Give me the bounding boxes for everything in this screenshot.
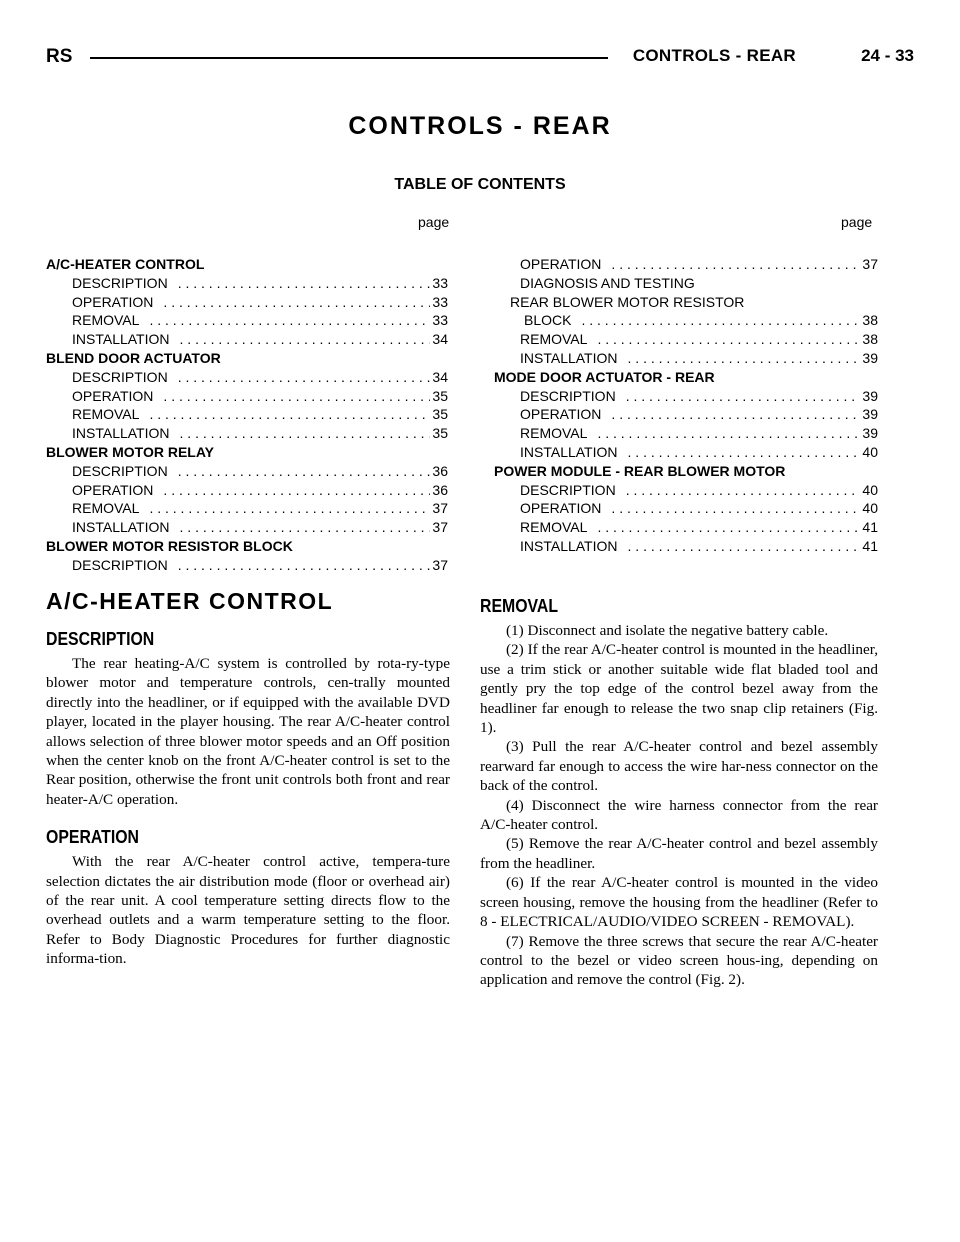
toc-leader-dots <box>587 424 860 443</box>
toc-entry-label: OPERATION <box>520 406 602 423</box>
removal-step: (5) Remove the rear A/C-heater control and bezel assembly from the headliner. <box>480 835 878 872</box>
section-code: RS <box>46 46 73 67</box>
toc-entry[interactable] <box>46 274 448 293</box>
toc-entry-page: 33 <box>432 312 448 329</box>
toc-right-column <box>494 255 878 556</box>
toc-leader-dots <box>601 255 860 274</box>
operation-heading: OPERATION <box>46 827 139 848</box>
toc-leader-dots <box>618 443 861 462</box>
removal-step: (2) If the rear A/C-heater control is mounted in the headliner, use a trim stick or another suitable wide flat bladed tool and gently pry the top edge of the control bezel away from the headliner far enough to release the two snap clip retainers (Fig. 1). <box>480 641 878 737</box>
toc-leader-dots <box>601 499 860 518</box>
toc-entry-label: OPERATION <box>72 481 154 498</box>
body-right-column <box>480 588 878 990</box>
toc-entry[interactable] <box>46 481 448 500</box>
toc-entry-label: DESCRIPTION <box>520 387 616 404</box>
toc-leader-dots <box>616 387 861 406</box>
toc-entry-page: 40 <box>862 481 878 498</box>
toc-entry-label: OPERATION <box>72 293 154 310</box>
toc-entry-label: DESCRIPTION <box>72 274 168 291</box>
toc-entry-page: 39 <box>862 349 878 366</box>
toc-entry-label: DESCRIPTION <box>72 556 168 573</box>
toc-entry-page: 38 <box>862 331 878 348</box>
removal-step: (4) Disconnect the wire harness connector from the rear A/C-heater control. <box>480 796 878 834</box>
toc-entry[interactable] <box>46 462 448 481</box>
toc-entry-label: POWER MODULE - REAR BLOWER MOTOR <box>494 462 786 479</box>
toc-entry[interactable] <box>494 443 878 462</box>
toc-leader-dots <box>168 556 431 575</box>
page-header <box>46 46 914 68</box>
toc-entry[interactable] <box>46 330 448 349</box>
toc-entry-label: INSTALLATION <box>72 331 170 348</box>
toc-entry-label: INSTALLATION <box>520 443 618 460</box>
toc-entry[interactable] <box>46 387 448 406</box>
toc-entry[interactable] <box>46 255 448 274</box>
toc-entry[interactable] <box>46 368 448 387</box>
body-left-column <box>46 588 450 969</box>
toc-entry-page: 35 <box>432 425 448 442</box>
removal-heading: REMOVAL <box>480 596 559 616</box>
toc-entry[interactable] <box>494 255 878 274</box>
toc-title: TABLE OF CONTENTS <box>394 176 566 193</box>
toc-entry-page: 38 <box>862 312 878 329</box>
toc-entry-page: 35 <box>432 387 448 404</box>
toc-entry-label: DESCRIPTION <box>72 462 168 479</box>
toc-leader-dots <box>139 499 430 518</box>
removal-step: (6) If the rear A/C-heater control is mounted in the video screen housing, remove the housing from the headliner (Refer to 8 - ELECTRICAL/AUDIO/VIDEO SCREEN - REMOVAL). <box>480 874 878 931</box>
toc-leader-dots <box>587 330 860 349</box>
toc-entry[interactable] <box>494 274 878 293</box>
toc-leader-dots <box>168 368 431 387</box>
toc-entry-page: 39 <box>862 425 878 442</box>
toc-entry[interactable] <box>494 387 878 406</box>
toc-entry-label: REMOVAL <box>520 425 588 442</box>
toc-entry-page: 41 <box>862 519 878 536</box>
toc-entry-label: REMOVAL <box>72 500 140 517</box>
toc-entry[interactable] <box>494 481 878 500</box>
toc-entry-label: BLOCK <box>524 312 572 329</box>
toc-page-label-right: page <box>841 214 873 230</box>
toc-leader-dots <box>168 462 431 481</box>
toc-entry[interactable] <box>46 349 448 368</box>
toc-entry-page: 41 <box>862 537 878 554</box>
toc-leader-dots <box>618 349 861 368</box>
toc-page-label-left: page <box>418 214 450 230</box>
toc-entry-label: A/C-HEATER CONTROL <box>46 256 205 272</box>
toc-leader-dots <box>571 311 860 330</box>
toc-entry-page: 37 <box>862 256 878 272</box>
toc-entry-page: 35 <box>432 406 448 423</box>
toc-entry-label: REAR BLOWER MOTOR RESISTOR <box>510 293 745 310</box>
toc-entry[interactable] <box>46 293 448 312</box>
toc-entry-page: 36 <box>432 462 448 479</box>
toc-entry[interactable] <box>494 424 878 443</box>
toc-entry-page: 33 <box>432 293 448 310</box>
toc-leader-dots <box>168 274 431 293</box>
toc-entry[interactable] <box>46 405 448 424</box>
toc-entry-label: DESCRIPTION <box>72 368 168 385</box>
toc-leader-dots <box>139 311 430 330</box>
toc-entry[interactable] <box>494 330 878 349</box>
toc-leader-dots <box>616 481 861 500</box>
toc-entry-page: 34 <box>432 368 448 385</box>
toc-entry[interactable] <box>46 518 448 537</box>
toc-entry[interactable] <box>494 293 878 312</box>
header-rule <box>90 57 608 59</box>
toc-entry-label: BLEND DOOR ACTUATOR <box>46 349 221 366</box>
removal-steps <box>480 621 878 990</box>
toc-entry-label: DESCRIPTION <box>520 481 616 498</box>
toc-entry-label: INSTALLATION <box>520 349 618 366</box>
toc-entry-label: OPERATION <box>72 387 154 404</box>
toc-entry[interactable] <box>46 424 448 443</box>
toc-leader-dots <box>601 405 860 424</box>
toc-entry-label: REMOVAL <box>520 519 588 536</box>
toc-entry-label: REMOVAL <box>72 312 140 329</box>
toc-entry[interactable] <box>494 518 878 537</box>
toc-leader-dots <box>618 537 861 556</box>
toc-left-column <box>46 255 448 575</box>
description-heading: DESCRIPTION <box>46 629 155 649</box>
toc-entry-label: INSTALLATION <box>520 537 618 554</box>
toc-entry-page: 39 <box>862 387 878 404</box>
toc-entry-page: 39 <box>862 406 878 423</box>
toc-leader-dots <box>139 405 430 424</box>
toc-entry[interactable] <box>46 499 448 518</box>
toc-entry[interactable] <box>494 537 878 556</box>
toc-entry-label: OPERATION <box>520 256 602 272</box>
toc-entry-label: BLOWER MOTOR RESISTOR BLOCK <box>46 537 293 554</box>
header-section-title: CONTROLS - REAR <box>632 46 796 65</box>
toc-entry[interactable] <box>46 556 448 575</box>
toc-entry-label: DIAGNOSIS AND TESTING <box>520 274 695 291</box>
page-number: 24 - 33 <box>861 46 914 65</box>
toc-leader-dots <box>153 387 430 406</box>
toc-entry[interactable] <box>46 443 448 462</box>
description-text: The rear heating-A/C system is controlled by rota-ry-type blower motor and temperature controls, cen-trally mounted directly into the headliner, or if equipped with the available DVD player, located in the player housing. The rear A/C-heater control allows selection of three blower motor speeds and an Off position when the center knob on the front A/C-heater control is set to the Rear position, otherwise the front unit controls both front and rear heater-A/C operation. <box>46 655 450 808</box>
toc-entry-page: 37 <box>432 500 448 517</box>
toc-entry-label: REMOVAL <box>520 331 588 348</box>
toc-entry-page: 34 <box>432 331 448 348</box>
toc-entry[interactable] <box>494 311 878 330</box>
toc-entry-page: 37 <box>432 519 448 536</box>
toc-entry-page: 36 <box>432 481 448 498</box>
toc-leader-dots <box>153 481 430 500</box>
removal-step: (3) Pull the rear A/C-heater control and bezel assembly rearward far enough to access the wire har-ness connector on the back of the control. <box>480 738 878 795</box>
toc-entry[interactable] <box>46 537 448 556</box>
section-heading: A/C-HEATER CONTROL <box>46 588 334 614</box>
toc-entry-label: OPERATION <box>520 500 602 517</box>
toc-entry-page: 40 <box>862 500 878 517</box>
toc-entry-label: BLOWER MOTOR RELAY <box>46 443 215 460</box>
toc-entry-page: 33 <box>432 274 448 291</box>
toc-leader-dots <box>170 424 431 443</box>
toc-leader-dots <box>587 518 860 537</box>
toc-entry[interactable] <box>494 349 878 368</box>
removal-step: (1) Disconnect and isolate the negative battery cable. <box>506 622 829 639</box>
operation-text: With the rear A/C-heater control active, tempera-ture selection dictates the air distribution mode (floor or overhead air) of the rear unit. A cool temperature setting directs flow to the overhead outlets and a warm temperature setting to the floor. Refer to Body Diagnostic Procedures for further diagnostic informa-tion. <box>46 853 450 968</box>
toc-entry[interactable] <box>494 368 878 387</box>
page-title: CONTROLS - REAR <box>348 112 612 140</box>
toc-entry[interactable] <box>494 405 878 424</box>
toc-entry-label: MODE DOOR ACTUATOR - REAR <box>494 368 715 385</box>
toc-entry-page: 37 <box>432 556 448 573</box>
toc-entry[interactable] <box>46 311 448 330</box>
removal-step: (7) Remove the three screws that secure the rear A/C-heater control to the bezel or video screen hous-ing, depending on application and remove the control (Fig. 2). <box>480 932 878 989</box>
toc-entry-label: REMOVAL <box>72 406 140 423</box>
toc-entry[interactable] <box>494 499 878 518</box>
toc-entry-label: INSTALLATION <box>72 425 170 442</box>
toc-entry-page: 40 <box>862 443 878 460</box>
toc-entry-label: INSTALLATION <box>72 519 170 536</box>
toc-entry[interactable] <box>494 462 878 481</box>
toc-leader-dots <box>170 518 431 537</box>
toc-leader-dots <box>170 330 431 349</box>
toc-leader-dots <box>153 293 430 312</box>
